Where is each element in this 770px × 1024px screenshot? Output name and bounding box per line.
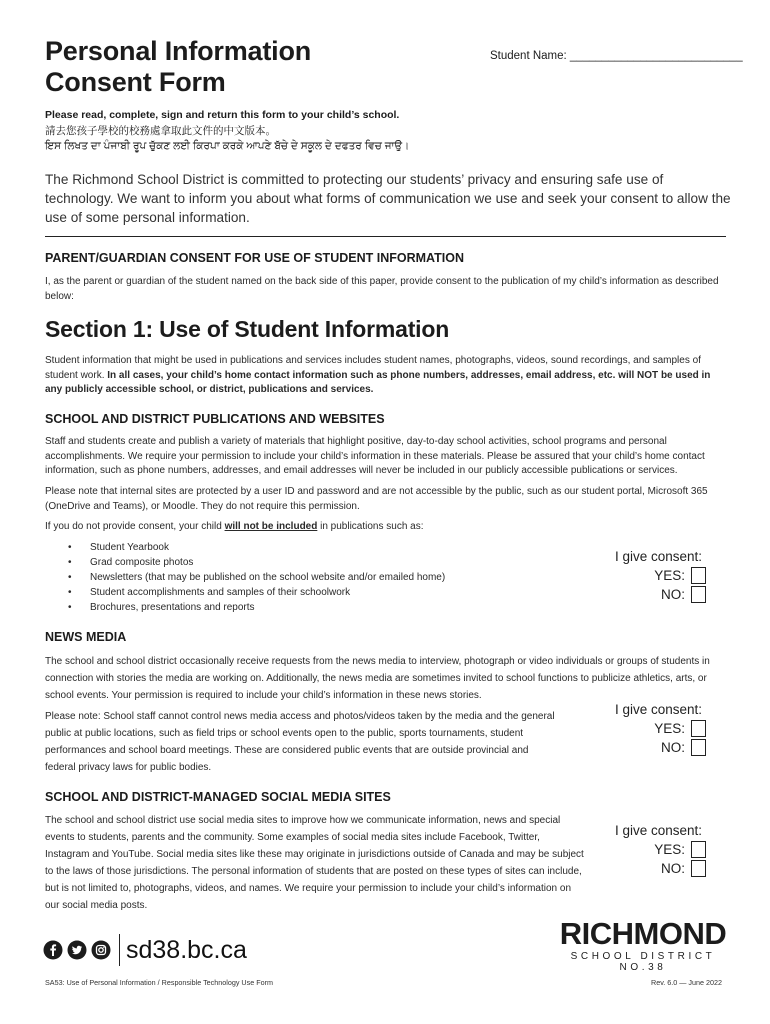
twitter-icon[interactable] [67, 940, 87, 960]
list-item: • Student accomplishments and samples of their schoolwork [45, 585, 565, 600]
consent-text: I, as the parent or guardian of the student named on the back side of this paper, provide consent to the publication of my child’s information as described below: [45, 276, 719, 302]
instructions-english: Please read, complete, sign and return this form to your child’s school. [45, 109, 400, 121]
publications-list [45, 540, 565, 615]
student-name-field[interactable]: Student Name: ___________________________ [490, 50, 743, 62]
footer-form-id: SA53: Use of Personal Information / Responsible Technology Use Form [45, 978, 273, 987]
section-1-title: Section 1: Use of Student Information [45, 316, 450, 342]
news-yes-checkbox[interactable] [691, 720, 706, 737]
divider [45, 236, 726, 237]
social-yes-checkbox[interactable] [691, 841, 706, 858]
list-item: • Student Yearbook [45, 540, 565, 555]
list-item: • Grad composite photos [45, 555, 565, 570]
instructions-chinese: 請去您孩子學校的校務處拿取此文件的中文版本。 [45, 124, 276, 137]
instructions [45, 108, 409, 155]
intro-paragraph: The Richmond School District is committed to protecting our students’ privacy and ensuring safe use of technology. We want to inform you about what forms of communication we use and seek your consent to allow the use of some personal information. [45, 172, 731, 225]
publications-p1: Staff and students create and publish a variety of materials that highlight positive, day-to-day school activities, school programs and personal accomplishments. We require your permission to include your child’s information in these materials. Please be assured that your child’s home contact information, such as phone numbers, addresses, and email addresses will never be included in our publicly accessible publications or services. [45, 436, 705, 476]
footer-revision: Rev. 6.0 — June 2022 [651, 978, 722, 987]
page-title: Personal Information Consent Form [45, 36, 312, 97]
instagram-icon[interactable] [91, 940, 111, 960]
separator [119, 934, 120, 966]
list-item: • Brochures, presentations and reports [45, 600, 565, 615]
social-heading: SCHOOL AND DISTRICT-MANAGED SOCIAL MEDIA SITES [45, 790, 391, 804]
district-logo: RICHMOND SCHOOL DISTRICT NO.38 [559, 916, 727, 973]
publications-heading: SCHOOL AND DISTRICT PUBLICATIONS AND WEBSITES [45, 412, 385, 426]
instructions-punjabi: ਇਸ ਲਿਖਤ ਦਾ ਪੰਜਾਬੀ ਰੂਪ ਚੁੱਕਣ ਲਈ ਕਿਰਪਾ ਕਰਕੇ ਆਪਣੇ ਬੱਚੇ ਦੇ ਸਕੂਲ ਦੇ ਦਫਤਰ ਵਿਚ ਜਾਉ। [45, 140, 410, 152]
news-no-checkbox[interactable] [691, 739, 706, 756]
social-p1: The school and school district use social media sites to improve how we communicate information, news and special events to students, parents and the community. Some examples of social media sites include Facebook, Twitter, Instagram and YouTube. Social media sites like these may originate in jurisdictions outside of Canada and may be subject to the laws of those jurisdictions. The personal information of students that are posted on these types of sites can include, but is not limited to, photographs, videos, and names. We require your permission to include your child’s information on our social media posts. [45, 815, 584, 911]
news-heading: NEWS MEDIA [45, 630, 127, 644]
news-p1: The school and school district occasionally receive requests from the news media to interview, photograph or video individuals or groups of students in connection with stories the media are working on. Additionally, the news media are sometimes invited to school functions to publicize athletics, arts, or school events. Your permission is required to include your child’s information in these news stories. [45, 656, 710, 701]
publications-no-checkbox[interactable] [691, 586, 706, 603]
publications-p3: If you do not provide consent, your child will not be included in publications such as: [45, 521, 424, 532]
social-consent: I give consent: YES: NO: [586, 822, 706, 878]
list-item: • Newsletters (that may be published on the school website and/or emailed home) [45, 570, 565, 585]
website-link[interactable]: sd38.bc.ca [126, 935, 247, 964]
social-links [43, 934, 247, 966]
section-1-text: Student information that might be used in publications and services includes student names, photographs, videos, sound recordings, and samples of student work. In all cases, your child’s home contact information such as phone numbers, addresses, email address, etc. will NOT be used in any publicly accessible school, or district, publications and services. [45, 355, 711, 395]
consent-heading: PARENT/GUARDIAN CONSENT FOR USE OF STUDENT INFORMATION [45, 251, 464, 265]
social-no-checkbox[interactable] [691, 860, 706, 877]
facebook-icon[interactable] [43, 940, 63, 960]
publications-consent: I give consent: YES: NO: [586, 548, 706, 604]
publications-yes-checkbox[interactable] [691, 567, 706, 584]
news-p2: Please note: School staff cannot control news media access and photos/videos taken by the media and the general public at public locations, such as field trips or school events open to the public, sports tournaments, student performances and school board meetings. These are considered public events that are outside provincial and federal privacy laws for public bodies. [45, 711, 555, 773]
news-consent: I give consent: YES: NO: [586, 701, 706, 757]
publications-p2: Please note that internal sites are protected by a user ID and password and are not accessible by the public, such as our student portal, Microsoft 365 (OneDrive and Teams), or Moodle. They do not require this permission. [45, 486, 708, 512]
